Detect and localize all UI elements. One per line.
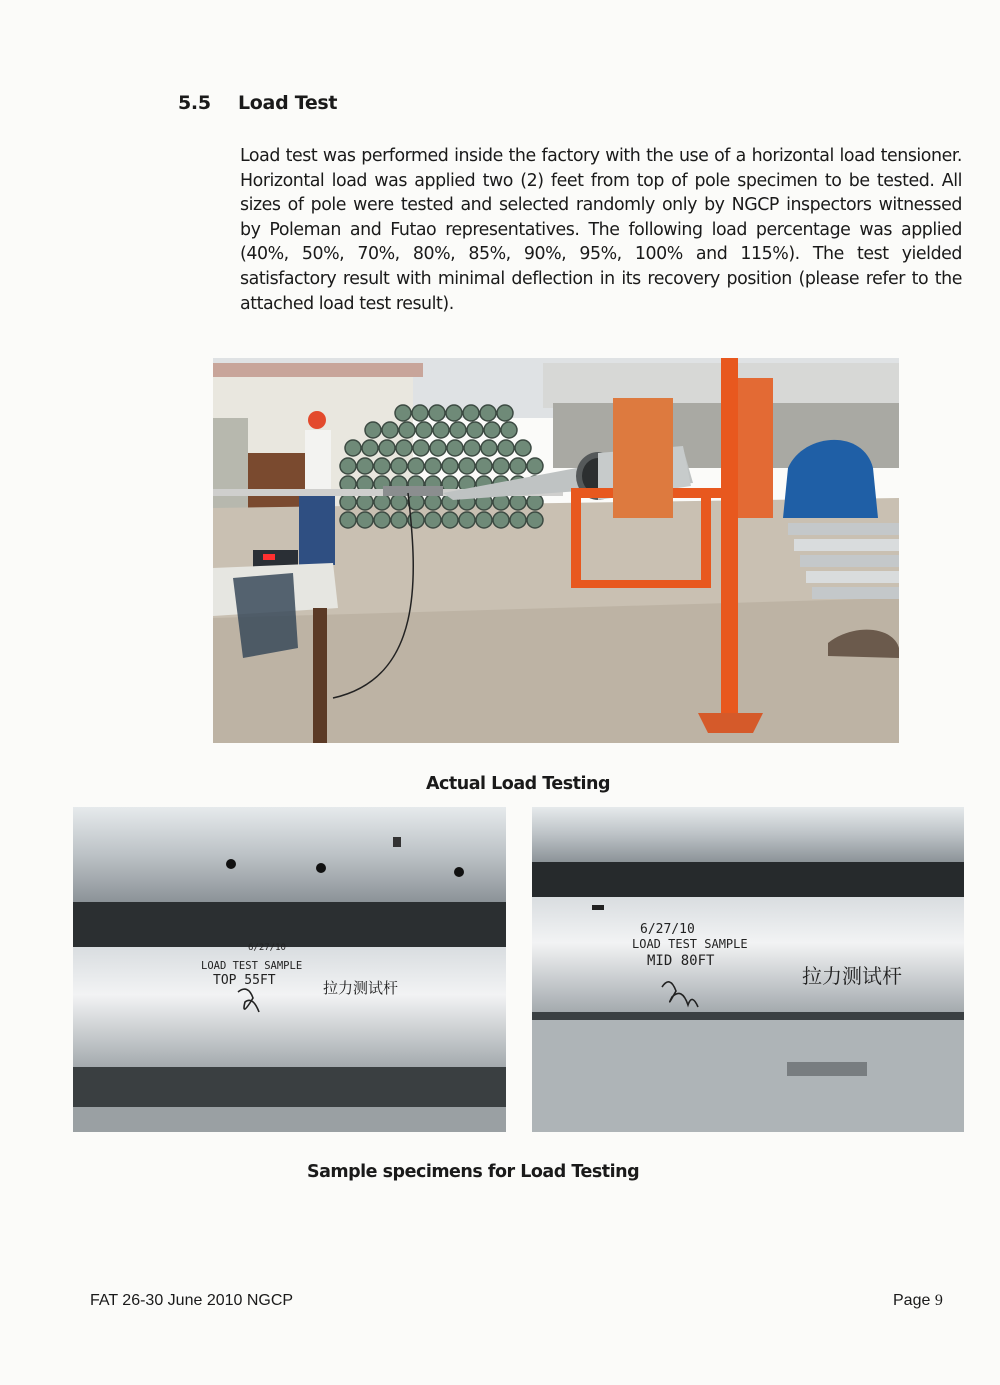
page-number: 9 <box>934 1292 943 1309</box>
left-marking-line2: TOP 55FT <box>213 973 276 988</box>
sample-specimen-photo-right <box>532 807 964 1132</box>
right-marking-line1: LOAD TEST SAMPLE <box>632 937 748 951</box>
right-marking-date: 6/27/10 <box>640 922 695 937</box>
section-number: 5.5 <box>178 92 211 114</box>
left-marking-date: 6/27/10 <box>248 943 286 953</box>
section-heading <box>178 92 337 114</box>
left-marking-line1: LOAD TEST SAMPLE <box>201 960 303 972</box>
page-label: Page <box>893 1292 931 1309</box>
load-testing-photo <box>213 358 899 743</box>
right-marking-line2: MID 80FT <box>647 953 715 969</box>
footer-document-label: FAT 26-30 June 2010 NGCP <box>90 1292 294 1309</box>
sample-specimen-photo-left <box>73 807 506 1132</box>
left-marking-chinese: 拉力测试杆 <box>323 979 399 997</box>
footer-page-indicator <box>893 1292 943 1310</box>
main-photo-caption: Actual Load Testing <box>426 774 610 794</box>
section-paragraph: Load test was performed inside the factory with the use of a horizontal load tensioner. Horizontal load was applied two (2) feet from top of pole specimen to be tested. All sizes of pole were tested and selected randomly only by NGCP inspectors witnessed by Poleman and Futao representatives. The following load percentage was applied (40%, 50%, 70%, 80%, 85%, 90%, 95%, 100% and 115%). The test yielded satisfactory result with minimal deflection in its recovery position (please refer to the attached load test result). <box>240 146 962 314</box>
section-title: Load Test <box>238 92 338 114</box>
samples-caption: Sample specimens for Load Testing <box>307 1162 640 1182</box>
right-marking-chinese: 拉力测试杆 <box>802 964 902 988</box>
